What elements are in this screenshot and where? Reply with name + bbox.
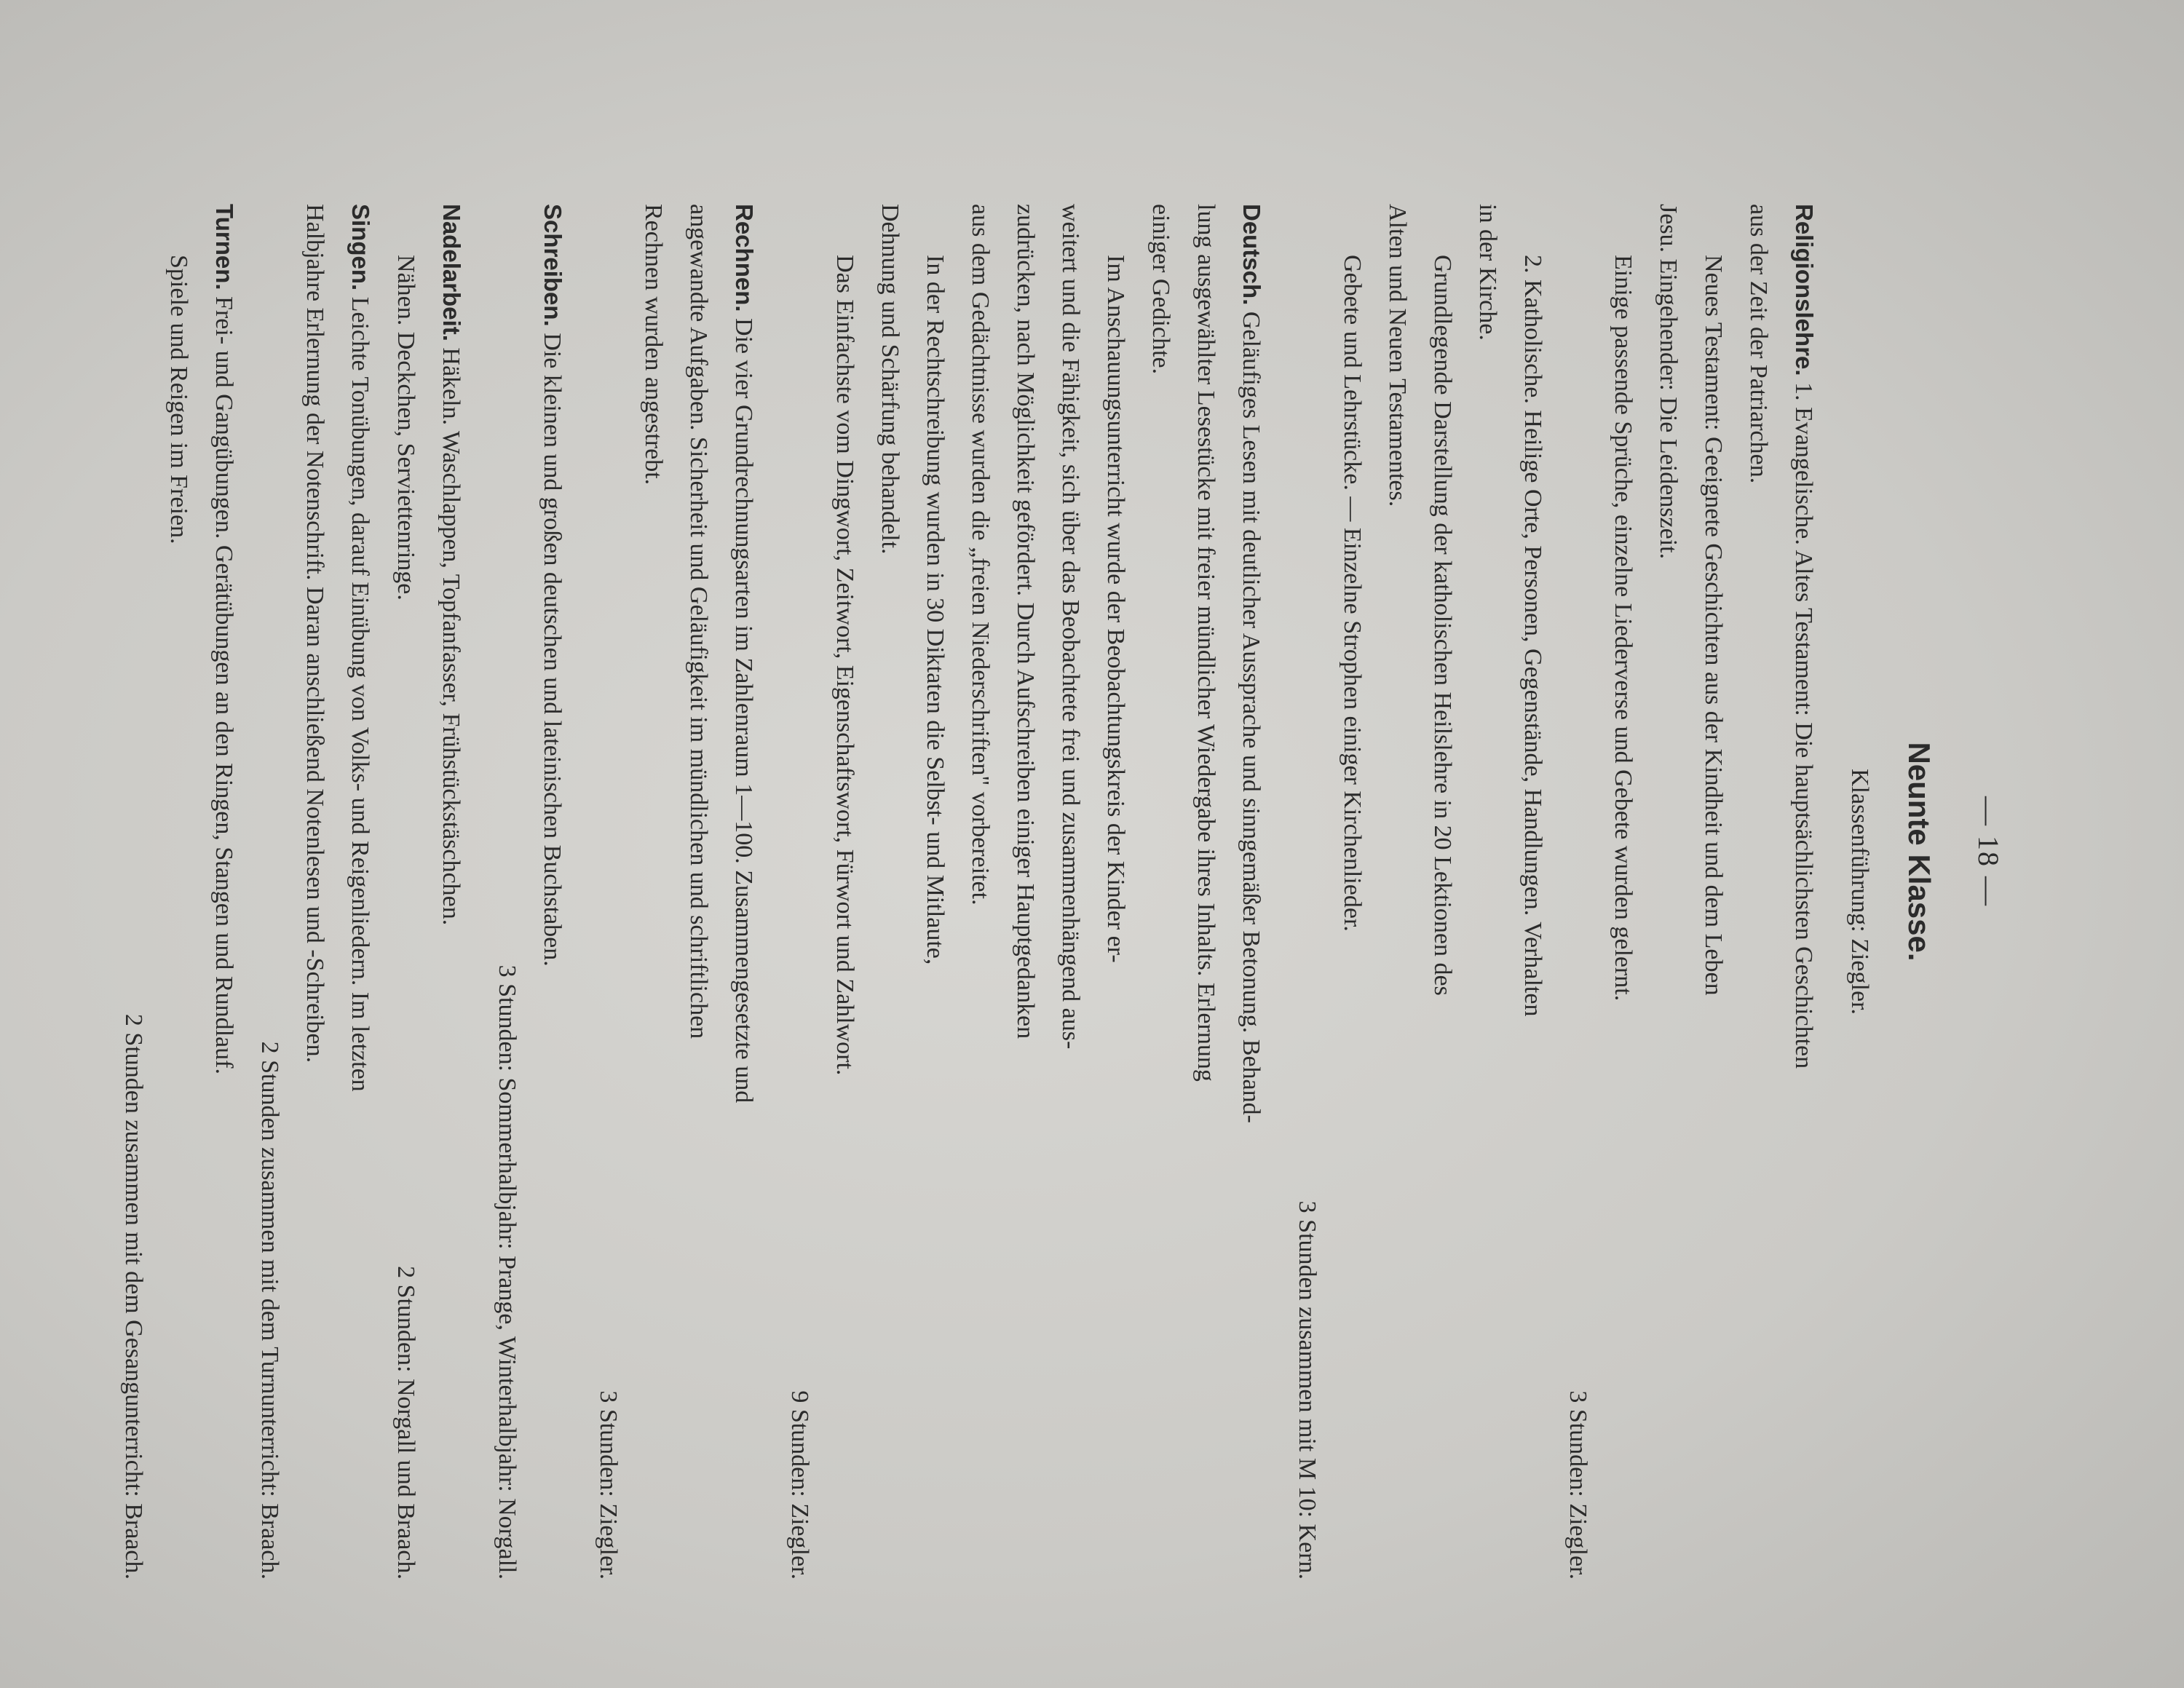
- religion-line: 1. Evangelische. Altes Testament: Die hauptsächlichsten Geschichten: [1790, 382, 1817, 1069]
- religion-line: Grundlegende Darstellung der katholischen Heilslehre in 20 Lektionen des: [1429, 255, 1456, 996]
- deutsch-line: In der Rechtschreibung wurden in 30 Diktaten die Selbst- und Mitlaute,: [922, 255, 949, 965]
- turnen-heading: Turnen.: [211, 204, 238, 290]
- deutsch-line: weitert und die Fähigkeit, sich über das Beobachtete frei und zusammenhängend aus-: [1057, 204, 1084, 1050]
- rechnen-line: Rechnen wurden angestrebt.: [640, 204, 667, 486]
- schreiben-heading: Schreiben.: [539, 204, 566, 327]
- rechnen-heading: Rechnen.: [731, 204, 758, 312]
- section-schreiben: [484, 204, 575, 1580]
- religion-line: Alten und Neuen Testamentes.: [1384, 204, 1411, 507]
- class-teacher-line: Klassenführung: Ziegler.: [1846, 768, 1873, 1015]
- deutsch-line: Das Einfachste vom Dingwort, Zeitwort, Eigenschaftswort, Fürwort und Zahlwort.: [831, 255, 858, 1076]
- section-rechnen: [585, 204, 767, 1580]
- deutsch-line: einiger Gedichte.: [1147, 204, 1174, 375]
- religion-line: in der Kirche.: [1474, 204, 1501, 341]
- rechnen-line: Die vier Grundrechnungsarten im Zahlenraum 1—100. Zusammengesetzte und: [730, 318, 757, 1103]
- religion-line: Einige passende Sprüche, einzelne Liederverse und Gebete wurden gelernt.: [1610, 255, 1637, 1002]
- singen-line: Halbjahre Erlernung der Notenschrift. Daran anschließend Notenlesen und -Schreiben.: [301, 204, 328, 1063]
- deutsch-line: zudrücken, nach Möglichkeit gefördert. Durch Aufschreiben einiger Hauptgedanken: [1012, 204, 1039, 1039]
- nadelarbeit-hours: 2 Stunden: Norgall und Braach.: [392, 1266, 419, 1580]
- turnen-hours: 2 Stunden zusammen mit dem Gesangunterricht: Braach.: [120, 1013, 147, 1580]
- religion-line: 2. Katholische. Heilige Orte, Personen, Gegenstände, Handlungen. Verhalten: [1519, 255, 1546, 1017]
- nadelarbeit-heading: Nadelarbeit.: [438, 204, 465, 341]
- religion-line: Jesu. Eingehender: Die Leidenszeit.: [1655, 204, 1682, 560]
- section-turnen: [111, 204, 247, 1580]
- section-nadelarbeit: [383, 204, 474, 1580]
- deutsch-line: Geläufiges Lesen mit deutlicher Aussprache und sinngemäßer Betonung. Behand-: [1238, 311, 1265, 1123]
- religion-hours: 3 Stunden: Ziegler.: [1564, 1390, 1591, 1580]
- singen-hours: 2 Stunden zusammen mit dem Turnunterricht: Braach.: [256, 1041, 283, 1580]
- schreiben-line: Die kleinen und großen deutschen und lateinischen Buchstaben.: [539, 333, 566, 967]
- page-number: — 18 —: [1972, 796, 2005, 907]
- deutsch-line: Dehnung und Schärfung behandelt.: [877, 204, 903, 555]
- nadelarbeit-line: Häkeln. Waschlappen, Topfanfasser, Frühstückstäschchen.: [438, 347, 464, 926]
- singen-line: Leichte Tonübungen, darauf Einübung von Volks- und Reigenliedern. Im letzten: [347, 296, 373, 1092]
- religion-heading: Religionslehre.: [1791, 204, 1818, 376]
- page-title: Neunte Klasse.: [1902, 742, 1936, 962]
- deutsch-hours: 9 Stunden: Ziegler.: [786, 1390, 813, 1580]
- singen-heading: Singen.: [347, 204, 374, 291]
- section-deutsch: [777, 204, 1274, 1580]
- turnen-line: Frei- und Gangübungen. Gerätübungen an den Ringen, Stangen und Rundlauf.: [210, 296, 237, 1074]
- deutsch-line: Im Anschauungsunterricht wurde der Beobachtungskreis der Kinder er-: [1102, 255, 1129, 963]
- turnen-line: Spiele und Reigen im Freien.: [165, 255, 192, 544]
- religion-hours: 3 Stunden zusammen mit M 10: Kern.: [1294, 1200, 1321, 1580]
- schreiben-hours: 3 Stunden: Sommerhalbjahr: Prange, Winterhalbjahr: Norgall.: [494, 964, 521, 1580]
- religion-line: aus der Zeit der Patriarchen.: [1745, 204, 1772, 484]
- rotated-document-page: [120, 160, 2005, 1580]
- deutsch-heading: Deutsch.: [1238, 204, 1265, 306]
- deutsch-line: aus dem Gedächtnisse wurden die „freien Niederschriften" vorbereitet.: [967, 204, 994, 906]
- rechnen-hours: 3 Stunden: Ziegler.: [595, 1390, 622, 1580]
- religion-line: Neues Testament: Geeignete Geschichten aus der Kindheit und dem Leben: [1700, 255, 1727, 996]
- religion-line: Gebete und Lehrstücke. — Einzelne Strophen einiger Kirchenlieder.: [1339, 255, 1366, 932]
- page-content: [111, 204, 1882, 1580]
- nadelarbeit-line: Nähen. Deckchen, Serviettenringe.: [392, 255, 419, 601]
- deutsch-line: lung ausgewählter Lesestücke mit freier mündlicher Wiedergabe ihres Inhalts. Erlernung: [1192, 204, 1219, 1082]
- section-singen: [247, 204, 383, 1580]
- section-religion: [1284, 204, 1827, 1580]
- rechnen-line: angewandte Aufgaben. Sicherheit und Geläufigkeit im mündlichen und schriftlichen: [685, 204, 712, 1039]
